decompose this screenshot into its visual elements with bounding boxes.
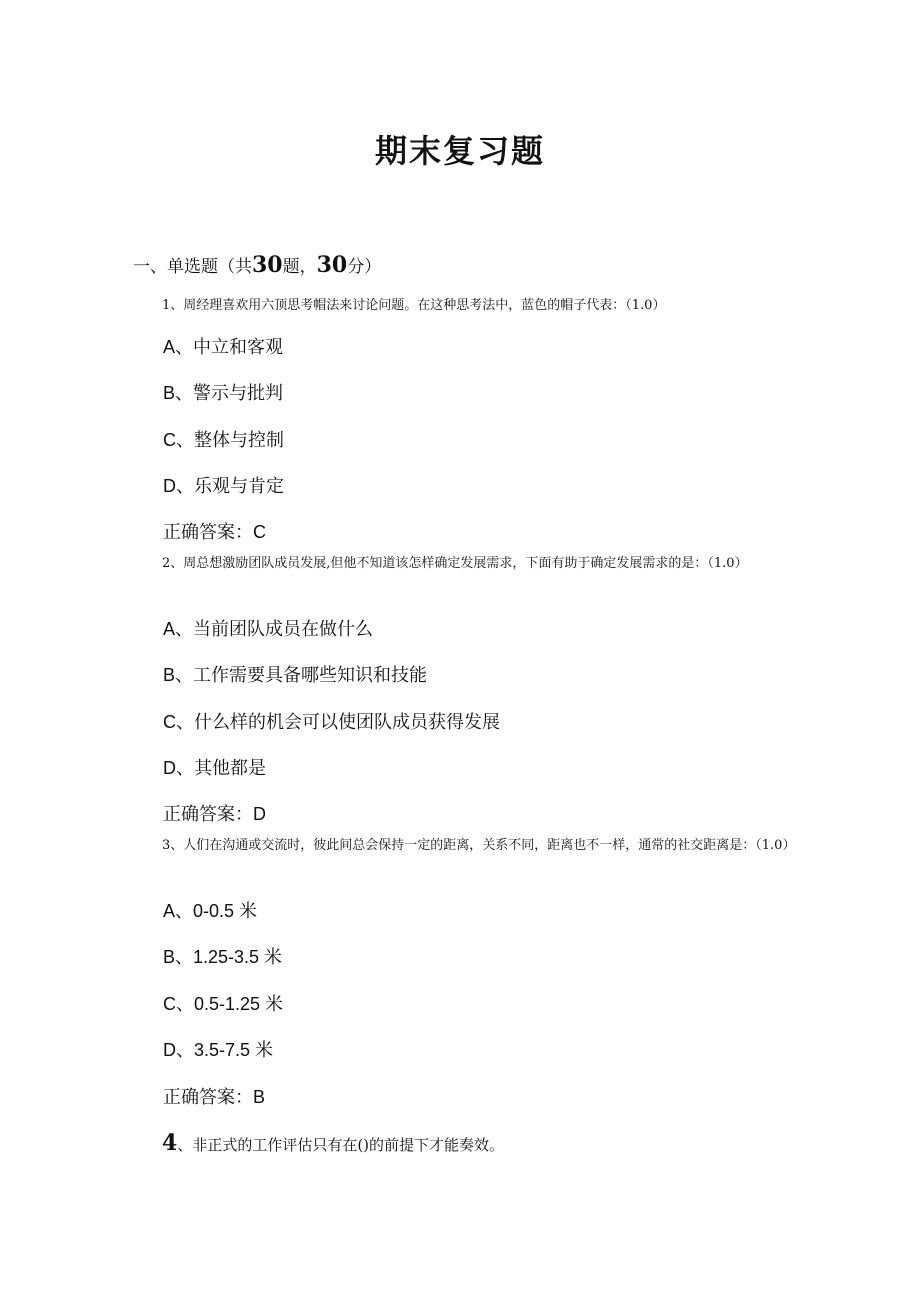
- question-3-option-b: B、1.25-3.5 米: [163, 947, 283, 967]
- question-4-text: [162, 1130, 504, 1156]
- question-4-number: 4: [162, 1130, 178, 1156]
- question-1-option-b: B、警示与批判: [163, 383, 284, 403]
- question-3-text: 3、人们在沟通或交流时，彼此间总会保持一定的距离，关系不同，距离也不一样，通常的社交距离是：（1.0）: [162, 838, 796, 853]
- question-1-text: 1、周经理喜欢用六顶思考帽法来讨论问题。在这种思考法中，蓝色的帽子代表：（1.0）: [162, 298, 666, 313]
- question-2-option-a: A、当前团队成员在做什么: [163, 619, 374, 639]
- question-2-answer: 正确答案：D: [163, 804, 266, 824]
- question-3-option-d: D、3.5-7.5 米: [163, 1040, 274, 1060]
- page-title: 期末复习题: [374, 132, 545, 170]
- question-2-option-c: C、什么样的机会可以使团队成员获得发展: [163, 712, 500, 732]
- question-3-option-a: A、0-0.5 米: [163, 901, 258, 921]
- question-2-option-d: D、其他都是: [163, 758, 266, 778]
- question-3-option-c: C、0.5-1.25 米: [163, 994, 284, 1014]
- question-1-option-c: C、整体与控制: [163, 430, 284, 450]
- question-2-text: 2、周总想激励团队成员发展,但他不知道该怎样确定发展需求，下面有助于确定发展需求的是：（1.0）: [162, 556, 748, 571]
- section-prefix: 一、单选题（共: [133, 257, 252, 277]
- section-score: 30: [316, 252, 348, 278]
- question-3-answer: 正确答案：B: [163, 1087, 266, 1107]
- section-count: 30: [252, 252, 283, 278]
- section-heading: [133, 252, 381, 278]
- section-suffix: 分）: [347, 257, 382, 277]
- question-2-option-b: B、工作需要具备哪些知识和技能: [163, 665, 428, 685]
- question-1-option-a: A、中立和客观: [163, 337, 284, 357]
- question-1-answer: 正确答案：C: [163, 522, 266, 542]
- section-mid: 题，: [282, 257, 317, 277]
- question-4-body: 、非正式的工作评估只有在()的前提下才能奏效。: [177, 1136, 505, 1154]
- question-1-option-d: D、乐观与肯定: [163, 476, 284, 496]
